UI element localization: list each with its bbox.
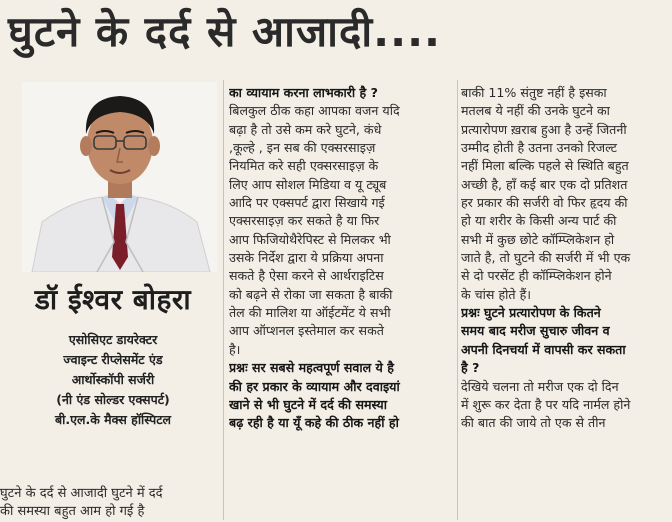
designation-line: (नी एंड सोल्डर एक्सपर्ट) — [56, 392, 170, 407]
question-line: प्रश्नः घुटने प्रत्यारोपण के कितने — [461, 305, 601, 321]
column-divider — [223, 80, 224, 520]
question-line: का व्यायाम करना लाभकारी है ? — [229, 85, 378, 100]
text-line: मतलब ये नहीं की उनके घुटने का — [461, 103, 610, 119]
text-line: नियमित करे सही एक्सरसाइज़ के — [229, 158, 379, 174]
doctor-designation — [0, 330, 226, 430]
text-line: उम्मीद होती है उतना उनको रिजल्ट — [461, 140, 617, 156]
question-line: है ? — [461, 360, 480, 376]
text-line: सभी में कुछ छोटे कॉम्प्लिकेशन हो — [461, 231, 615, 247]
text-line: हो या शरीर के किसी अन्य पार्ट की — [461, 213, 617, 229]
designation-line: एसोसिएट डायरेक्टर — [68, 332, 158, 347]
text-line: प्रत्यारोपण ख़राब हुआ है उन्हें जितनी — [461, 121, 627, 137]
text-line: घुटने के दर्द से आजादी घुटने में दर्द — [0, 486, 163, 501]
designation-line: आर्थोस्कॉपी सर्जरी — [71, 372, 155, 387]
text-line: की बात की जाये तो एक से तीन — [461, 415, 606, 431]
doctor-name: डॉ ईश्वर बोहरा — [34, 283, 192, 316]
text-line: में शुरू कर देता है पर यदि नार्मल होने — [461, 396, 631, 412]
text-line: अच्छी है, हाँ कई बार एक दो प्रतिशत — [461, 176, 628, 192]
text-line: देखिये चलना तो मरीज एक दो दिन — [461, 378, 619, 394]
text-line: आप ऑप्शनल इस्तेमाल कर सकते — [229, 323, 384, 339]
text-line: एक्सरसाइज़ कर सकते है या फिर — [229, 213, 380, 229]
column-divider — [457, 80, 458, 520]
headline: घुटने के दर्द से आजादी.... — [8, 7, 442, 56]
text-line: बढ़ा है तो उसे कम करे घुटने, कंधे — [229, 121, 382, 137]
text-line: नहीं मिला बल्कि पहले से स्थिति बहुत — [461, 158, 629, 174]
text-line: सकते है ऐसा करने से आर्थराइटिस — [229, 268, 384, 284]
text-line: बिलकुल ठीक कहा आपका वजन यदि — [229, 103, 400, 119]
question-line: खाने से भी घुटने में दर्द की समस्या — [229, 396, 388, 412]
question-line: की हर प्रकार के व्यायाम और दवाइयां — [229, 378, 400, 394]
doctor-photo — [22, 82, 217, 272]
question-line: अपनी दिनचर्या में वापसी कर सकता — [461, 341, 626, 357]
article-column-2 — [229, 84, 453, 433]
text-line: से दो परसेंट ही कॉम्प्लिकेशन होने — [461, 268, 612, 284]
designation-line: बी.एल.के मैक्स हॉस्पिटल — [54, 412, 172, 427]
text-line: है। — [229, 341, 241, 357]
text-line: उसके निर्देश द्वारा ये प्रक्रिया अपना — [229, 250, 384, 266]
text-line: हर प्रकार की सर्जरी वो फिर हृदय की — [461, 195, 628, 211]
text-line: की समस्या बहुत आम हो गई है — [0, 504, 145, 520]
designation-line: ज्वाइन्ट रीप्लेसमेंट एंड — [63, 352, 163, 367]
text-line: के चांस होते हैं। — [461, 286, 532, 302]
text-line: को बढ़ने से रोका जा सकता है बाकी — [229, 286, 393, 302]
article-column-3 — [461, 84, 671, 433]
text-line: तेल की मालिश या ऑईटमेंट ये सभी — [229, 305, 391, 321]
doctor-portrait-image — [22, 82, 217, 272]
question-line: समय बाद मरीज सुचारु जीवन व — [461, 323, 610, 339]
article-column-1 — [0, 485, 217, 522]
question-line: प्रश्नः सर सबसे महत्वपूर्ण सवाल ये है — [229, 360, 394, 376]
text-line: जाते है, तो घुटने की सर्जरी में भी एक — [461, 250, 631, 266]
text-line: लिए आप सोशल मिडिया व यू ट्यूब — [229, 176, 387, 192]
text-line: आदि पर एक्सपर्ट द्वारा सिखाये गई — [229, 195, 385, 211]
text-line: आप फिजियोथैरेपिस्ट से मिलकर भी — [229, 231, 391, 247]
question-line: बढ़ रही है या यूँ कहे की ठीक नहीं हो — [229, 415, 399, 431]
text-line: ,कूल्हे , इन सब की एक्सरसाइज़ — [229, 140, 376, 156]
text-line: बाकी 11% संतुष्ट नहीं है इसका — [461, 85, 607, 100]
